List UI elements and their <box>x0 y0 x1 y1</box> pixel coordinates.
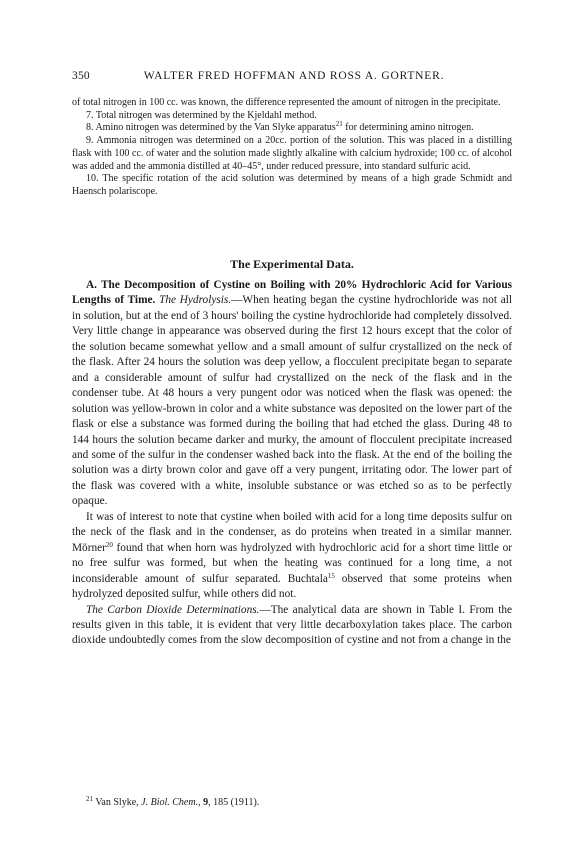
footnote-ref-20: 20 <box>105 540 113 549</box>
sulfur-text-a: It was of interest to note that cystine when boiled with acid for a long time deposits sulfur on the neck of the flask and in the condenser, as do proteins when treated in a similar manner. Mörner <box>72 510 512 554</box>
co2-label: The Carbon Dioxide Determinations. <box>86 603 260 616</box>
methods-list <box>72 97 512 199</box>
page-number: 350 <box>72 70 90 82</box>
method-item-8 <box>72 122 512 135</box>
running-title: WALTER FRED HOFFMAN AND ROSS A. GORTNER. <box>143 70 445 82</box>
methods-continuation: of total nitrogen in 100 cc. was known, the difference represented the amount of nitrogen in the precipitate. <box>72 97 501 108</box>
method-item-8-text: 8. Amino nitrogen was determined by the Van Slyke apparatus <box>86 122 336 134</box>
method-item-10: 10. The specific rotation of the acid solution was determined by means of a high grade Schmidt and Haensch polariscope. <box>72 173 512 197</box>
footnote-journal: J. Biol. Chem. <box>141 797 199 808</box>
sulfur-text-c: observed that some proteins when hydrolyzed deposited sulfur, while others did not. <box>72 572 512 601</box>
paragraph-hydrolysis <box>72 278 512 510</box>
method-item-9: 9. Ammonia nitrogen was determined on a 20cc. portion of the solution. This was placed in a distilling flask with 100 cc. of water and the solution made slightly alkaline with calcium hydroxide; 100 cc. of alcohol was added and the ammonia distilled at 40–45°, under reduced pressure, into standard sulfuric acid. <box>72 135 512 172</box>
footnote-ref-15: 15 <box>327 571 335 580</box>
hydrolysis-label: The Hydrolysis. <box>159 294 232 307</box>
footnote-number: 21 <box>86 795 93 803</box>
method-item-7: 7. Total nitrogen was determined by the Kjeldahl method. <box>86 109 317 121</box>
method-item-8-text-end: for determining amino nitrogen. <box>342 122 474 134</box>
paragraph-sulfur <box>72 510 512 603</box>
footnote-details: , 185 (1911). <box>208 797 260 808</box>
co2-text: —The analytical data are shown in Table I. From the results given in this table, it is evident that very little decarboxylation takes place. The carbon dioxide undoubtedly comes from the slow decomposition of cystine and not from a change in the <box>72 603 512 647</box>
footnote-volume: 9 <box>203 797 209 808</box>
paragraph-carbon-dioxide <box>72 603 512 649</box>
footnote-ref-21: 21 <box>335 120 343 129</box>
footnote-authors: Van Slyke, <box>93 797 142 808</box>
section-heading: The Experimental Data. <box>230 257 354 271</box>
running-header <box>72 70 516 86</box>
hydrolysis-text: —When heating began the cystine hydrochloride was not all in solution, but at the end of 3 hours' boiling the cystine hydrochloride had completely dissolved. Very little change in appearance was observed during the first 12 hours except that the color of the solution became somewhat yellow and a small amount of sulfur crystallized on the neck of the flask. After 24 hours the solution was deep yellow, a flocculent precipitate began to separate and a considerable amount of sulfur had crystallized on the neck of the flask and in the condenser tube. At 48 hours a very pungent odor was noticed when the flask was opened: the solution was yellow-brown in color and a white substance was deposited on the lower part of the flask or else a substance was formed during the boiling that had etched the glass. During 48 to 144 hours the solution became darker and murky, the amount of flocculent precipitate increased and some of the sulfur in the condenser washed back into the flask. At the end of the boiling the solution was a dirty brown color and gave off a very pungent, irritating odor. The lower part of the flask was covered with a white, insoluble substance or was etched so as to be perfectly opaque. <box>72 294 513 508</box>
body-text <box>72 278 512 649</box>
sulfur-text-b: found that when horn was hydrolyzed with hydrochloric acid for a short time little or no free sulfur was formed, but when the heating was continued for a long time, a not inconsiderable amount of sulfur separated. Buchtala <box>72 541 512 585</box>
footnote: $^{21}$ Van Slyke, J. Biol. Chem., 9, 185 (1911). <box>86 795 260 808</box>
subsection-title: A. The Decomposition of Cystine on Boiling with 20% Hydrochloric Acid for Various Lengths of Time. <box>72 279 512 307</box>
